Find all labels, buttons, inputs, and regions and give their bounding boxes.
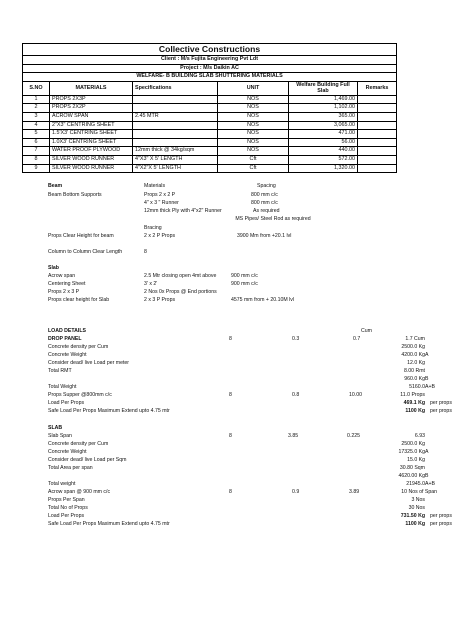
- load-details-title: LOAD DETAILS: [48, 328, 86, 334]
- load-row-label: Total weight: [48, 481, 76, 487]
- row-sno: 6: [23, 138, 50, 147]
- row-quantity: 572.00: [289, 155, 358, 164]
- table-row: [23, 112, 397, 121]
- project-line: Project : M/s Daikin AC: [23, 64, 397, 73]
- beam-label: Beam: [48, 183, 63, 189]
- slab-span-n2: 3.85: [288, 433, 299, 439]
- row-material: WATER PROOF PLYWOOD: [50, 147, 133, 156]
- load-row-value: 4200.0 Kg: [401, 352, 425, 358]
- acrow-n1: 8: [229, 489, 232, 495]
- row-remarks: [358, 112, 397, 121]
- row-quantity: 1,469.00: [289, 95, 358, 104]
- company-title: Collective Constructions: [23, 44, 397, 56]
- row-sno: 7: [23, 147, 50, 156]
- row-specification: 4"X2"X 5' LENGTH: [133, 164, 218, 173]
- beam-materials-head: Materials: [144, 183, 166, 189]
- table-row: [23, 130, 397, 139]
- acrow-n2: 0.9: [292, 489, 300, 495]
- row-quantity: 1,320.00: [289, 164, 358, 173]
- column-clear-length-label: Column to Column Clear Length: [48, 249, 123, 255]
- column-clear-length-value: 8: [144, 249, 147, 255]
- load-per-props-value: 469.1 Kg: [403, 400, 425, 406]
- table-row: [23, 95, 397, 104]
- row-material: PROPS 2X2P: [50, 104, 133, 113]
- beam-spacing-3: As required: [253, 208, 280, 214]
- row-unit: NOS: [218, 138, 289, 147]
- acrow-spans: 10 Nos of Span: [401, 489, 437, 495]
- acrow-label: Acrow span @ 900 mm c/c: [48, 489, 111, 495]
- drop-panel-width: 0.3: [292, 336, 300, 342]
- beam-clear-height-value: 3900 Mm from +20.1 lvl: [237, 233, 292, 239]
- load-row-label: Safe Load Per Props Maximum Extend upto 4.75 mtr: [48, 521, 170, 527]
- load-row-value: 15.0 Kg: [407, 457, 425, 463]
- slab-spec-material: 2.5 Mtr closing open 4mt above: [144, 273, 217, 279]
- row-material: SILVER WOOD RUNNER: [50, 155, 133, 164]
- row-remarks: [358, 104, 397, 113]
- load-row-value: 4620.00 Kg: [398, 473, 425, 479]
- col-header-specifications: Specifications: [133, 81, 218, 95]
- row-specification: [133, 104, 218, 113]
- props-support-label: Props Supper @800mm c/c: [48, 392, 112, 398]
- load-row-value: 2500.0 Kg: [401, 441, 425, 447]
- row-specification: 12mm thick @ 34kg/sqm: [133, 147, 218, 156]
- load-row-label: Concrete density per Cum: [48, 441, 109, 447]
- load-row-tag: B: [425, 376, 429, 382]
- load-row-tag: per props: [430, 513, 452, 519]
- row-sno: 4: [23, 121, 50, 130]
- row-sno: 8: [23, 155, 50, 164]
- load-row-value: 8.00 Rmt: [403, 368, 425, 374]
- row-specification: [133, 121, 218, 130]
- row-quantity: 1,102.00: [289, 104, 358, 113]
- col-header-full-slab: Welfare Building Full Slab: [289, 81, 358, 95]
- table-row: [23, 121, 397, 130]
- row-sno: 5: [23, 130, 50, 139]
- beam-spacing-1: 800 mm c/c: [251, 192, 278, 198]
- materials-table: [22, 43, 397, 173]
- load-row-value: 3 Nos: [411, 497, 425, 503]
- beam-material-2: 4" x 3 " Runner: [144, 200, 179, 206]
- table-row: [23, 164, 397, 173]
- row-unit: Cft: [218, 155, 289, 164]
- load-row-label: Total No of Props: [48, 505, 88, 511]
- load-row-value: 12.0 Kg: [407, 360, 425, 366]
- load-row-value: 960.0 Kg: [404, 376, 425, 382]
- slab-spec-material: 3' x 2': [144, 281, 158, 287]
- table-header-row: [23, 81, 397, 95]
- load-row-label: Load Per Props: [48, 513, 85, 519]
- drop-panel-length: 8: [229, 336, 232, 342]
- row-remarks: [358, 155, 397, 164]
- safe-load-value: 1100 Kg: [405, 408, 425, 414]
- slab-load-label: SLAB: [48, 425, 63, 431]
- beam-bracing: Bracing: [144, 225, 162, 231]
- load-row-label: Concrete density per Cum: [48, 344, 109, 350]
- beam-material-1: Props 2 x 2 P: [144, 192, 176, 198]
- load-row-tag: per props: [430, 521, 452, 527]
- slab-spec-spacing: 4575 mm from + 20.10M lvl: [231, 297, 294, 303]
- load-row-value: 2500.0 Kg: [401, 344, 425, 350]
- beam-clear-height-material: 2 x 2 P Props: [144, 233, 176, 239]
- row-quantity: 365.00: [289, 112, 358, 121]
- load-row-value: 5160.0: [409, 384, 425, 390]
- row-material: SILVER WOOD RUNNER: [50, 164, 133, 173]
- props-support-n1: 8: [229, 392, 232, 398]
- row-material: 1.0X3' CENTRING SHEET: [50, 138, 133, 147]
- row-sno: 2: [23, 104, 50, 113]
- cum-label: Cum: [361, 328, 372, 334]
- row-remarks: [358, 95, 397, 104]
- load-row-label: Concrete Weight: [48, 352, 87, 358]
- load-row-label: Total Weight: [48, 384, 77, 390]
- slab-spec-item: Acrow span: [48, 273, 76, 279]
- row-unit: NOS: [218, 130, 289, 139]
- client-line: Client : M/s Fujita Engineering Pvt Ldt: [23, 56, 397, 65]
- slab-spec-item: Props 2 x 3 P: [48, 289, 80, 295]
- beam-spacing-head: Spacing: [257, 183, 276, 189]
- beam-spacing-4: MS Pipes/ Steel Rod as required: [235, 216, 311, 222]
- row-unit: NOS: [218, 147, 289, 156]
- beam-bottom-supports: Beam Bottom Supports: [48, 192, 102, 198]
- row-quantity: 471.00: [289, 130, 358, 139]
- col-header-sno: S.NO: [23, 81, 50, 95]
- slab-span-volume: 6.93: [414, 433, 425, 439]
- load-row-value: 30 Nos: [408, 505, 425, 511]
- row-specification: [133, 138, 218, 147]
- slab-spec-material: 2 x 3 P Props: [144, 297, 176, 303]
- load-row-label: Concrete Weight: [48, 449, 87, 455]
- load-per-props-label: Load Per Props: [48, 400, 85, 406]
- table-row: [23, 104, 397, 113]
- row-unit: NOS: [218, 95, 289, 104]
- drop-panel-label: DROP PANEL: [48, 336, 82, 342]
- row-material: 2"X3" CENTRING SHEET: [50, 121, 133, 130]
- row-remarks: [358, 138, 397, 147]
- props-support-count: 11.0 Props: [400, 392, 425, 398]
- row-quantity: 3,065.00: [289, 121, 358, 130]
- row-sno: 3: [23, 112, 50, 121]
- slab-span-label: Slab Span: [48, 433, 72, 439]
- load-row-tag: B: [425, 473, 429, 479]
- row-remarks: [358, 164, 397, 173]
- load-row-value: 30.80 Sqm: [399, 465, 425, 471]
- load-row-tag: A+B: [425, 481, 435, 487]
- col-header-unit: UNIT: [218, 81, 289, 95]
- load-row-tag: A: [425, 449, 429, 455]
- load-per-props-unit: per props: [430, 400, 452, 406]
- row-material: PROPS 2X3P: [50, 95, 133, 104]
- row-unit: NOS: [218, 104, 289, 113]
- row-quantity: 440.00: [289, 147, 358, 156]
- drop-panel-depth: 0.7: [353, 336, 361, 342]
- load-row-label: Total Area per span: [48, 465, 93, 471]
- load-row-label: Props Per Span: [48, 497, 85, 503]
- load-row-label: Total RMT: [48, 368, 72, 374]
- col-header-remarks: Remarks: [358, 81, 397, 95]
- slab-spec-item: Props clear height for Slab: [48, 297, 110, 303]
- slab-label: Slab: [48, 265, 59, 271]
- slab-spec-item: Centering Sheet: [48, 281, 86, 287]
- row-remarks: [358, 147, 397, 156]
- row-unit: Cft: [218, 164, 289, 173]
- slab-span-n3: 0.225: [347, 433, 360, 439]
- beam-spacing-2: 800 mm c/c: [251, 200, 278, 206]
- section-title: WELFARE- B BUILDING SLAB SHUTTERING MATERIALS: [23, 73, 397, 82]
- load-row-value: 17325.0 Kg: [398, 449, 425, 455]
- beam-material-3: 12mm thick Ply with 4"x2" Runner: [144, 208, 222, 214]
- slab-spec-material: 2 Nos 0x Props @ End portions: [144, 289, 217, 295]
- load-row-value: 731.50 Kg: [400, 513, 425, 519]
- beam-clear-height-label: Props Clear Height for beam: [48, 233, 114, 239]
- safe-load-unit: per props: [430, 408, 452, 414]
- safe-load-label: Safe Load Per Props Maximum Extend upto 4.75 mtr: [48, 408, 170, 414]
- row-unit: NOS: [218, 112, 289, 121]
- row-remarks: [358, 121, 397, 130]
- row-material: ACROW SPAN: [50, 112, 133, 121]
- row-material: 1.5'X3' CENTRING SHEET: [50, 130, 133, 139]
- acrow-n3: 3.89: [349, 489, 360, 495]
- load-row-value: 1100 Kg: [405, 521, 425, 527]
- row-specification: [133, 130, 218, 139]
- load-row-label: Consider dead/ live Load per meter: [48, 360, 130, 366]
- props-support-n3: 10.00: [349, 392, 362, 398]
- drop-panel-volume: 1.7 Cum: [405, 336, 425, 342]
- slab-spec-spacing: 900 mm c/c: [231, 281, 258, 287]
- row-specification: 2.45 MTR: [133, 112, 218, 121]
- row-remarks: [358, 130, 397, 139]
- row-quantity: 56.00: [289, 138, 358, 147]
- table-row: [23, 138, 397, 147]
- slab-spec-spacing: 900 mm c/c: [231, 273, 258, 279]
- row-sno: 1: [23, 95, 50, 104]
- table-row: [23, 147, 397, 156]
- row-unit: NOS: [218, 121, 289, 130]
- table-row: [23, 155, 397, 164]
- load-row-label: Consider dead/ live Load per Sqm: [48, 457, 127, 463]
- load-row-tag: A: [425, 352, 429, 358]
- row-sno: 9: [23, 164, 50, 173]
- row-specification: 4"X3" X 5' LENGTH: [133, 155, 218, 164]
- row-specification: [133, 95, 218, 104]
- col-header-materials: MATERIALS: [50, 81, 133, 95]
- load-row-value: 21945.0: [406, 481, 425, 487]
- slab-span-n1: 8: [229, 433, 232, 439]
- props-support-n2: 0.8: [292, 392, 300, 398]
- load-row-tag: A+B: [425, 384, 435, 390]
